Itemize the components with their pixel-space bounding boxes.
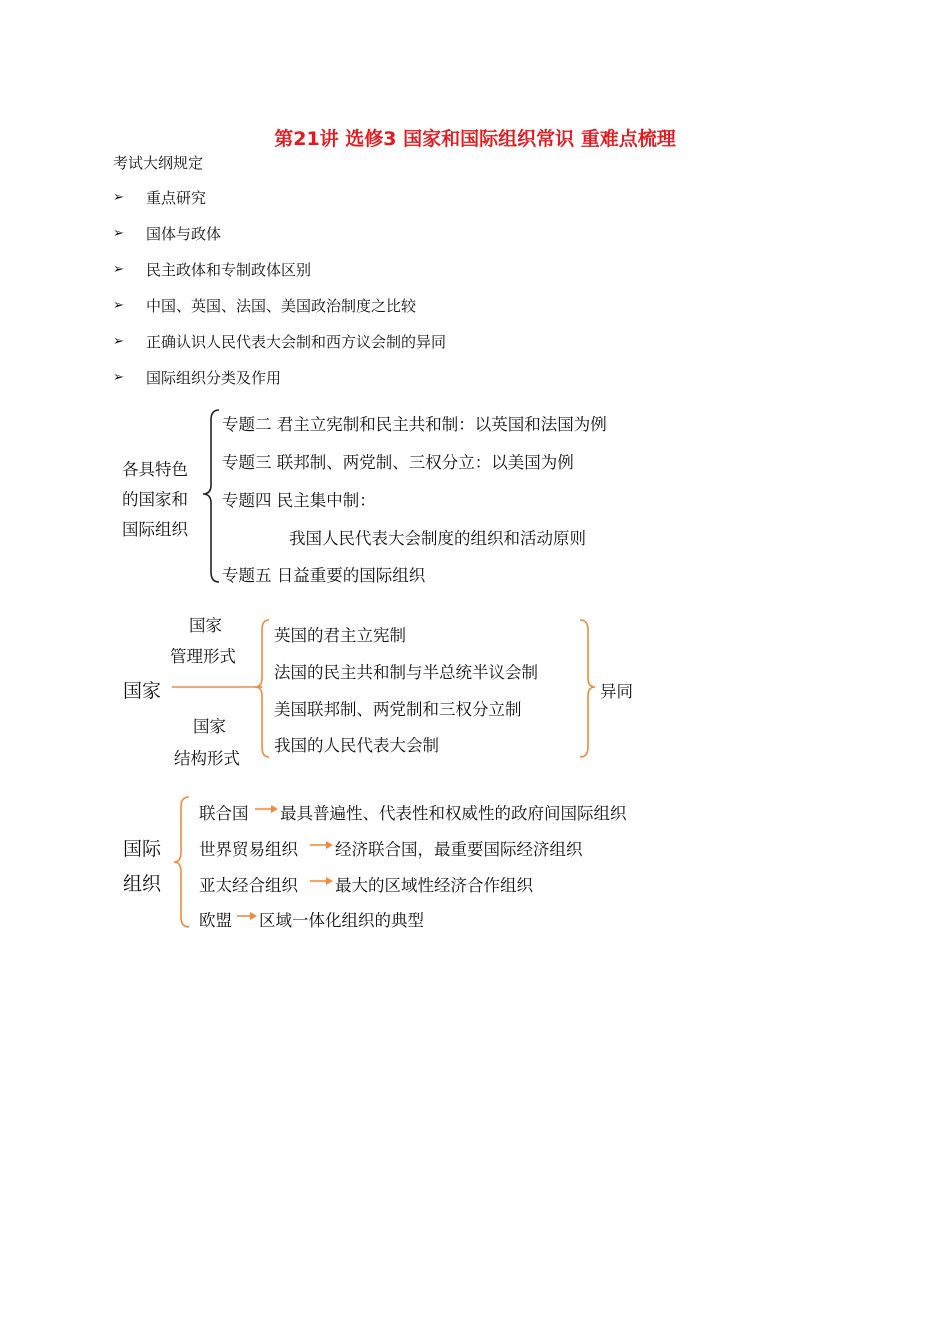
diagram-label-line: 各具特色 [122, 460, 188, 479]
system-item: 英国的君主立宪制 [274, 626, 406, 645]
list-item: ➢ 中国、英国、法国、美国政治制度之比较 [113, 297, 417, 315]
page-title: 第21讲 选修3 国家和国际组织常识 重难点梳理 [274, 128, 676, 150]
branch-label: 管理形式 [170, 647, 236, 666]
topic-item: 我国人民代表大会制度的组织和活动原则 [289, 529, 586, 548]
result-label: 异同 [600, 682, 633, 701]
diagram-label-line: 的国家和 [122, 490, 188, 509]
list-item: ➢ 国际组织分类及作用 [113, 369, 282, 387]
arrow-bullet-icon: ➢ [113, 262, 124, 277]
arrow-right-icon [255, 805, 278, 813]
org-desc: 最具普遍性、代表性和权威性的政府间国际组织 [280, 804, 627, 823]
org-desc: 经济联合国，最重要国际经济组织 [335, 840, 583, 859]
system-item: 美国联邦制、两党制和三权分立制 [274, 700, 522, 719]
org-name: 欧盟 [199, 911, 232, 930]
org-desc: 最大的区域性经济合作组织 [335, 876, 533, 895]
org-name: 联合国 [199, 804, 249, 823]
list-item: ➢ 重点研究 [113, 189, 207, 207]
topic-item: 专题二 君主立宪制和民主共和制：以英国和法国为例 [222, 415, 607, 434]
org-desc: 区域一体化组织的典型 [259, 911, 424, 930]
left-brace-icon [203, 410, 219, 582]
arrow-bullet-icon: ➢ [113, 298, 124, 313]
topic-item: 专题五 日益重要的国际组织 [222, 566, 426, 585]
system-item: 我国的人民代表大会制 [274, 736, 439, 755]
arrow-right-icon [310, 841, 333, 849]
branch-label: 国家 [189, 616, 222, 635]
arrow-bullet-icon: ➢ [113, 334, 124, 349]
branch-label: 结构形式 [174, 749, 240, 768]
topic-item: 专题四 民主集中制： [222, 491, 376, 510]
system-item: 法国的民主共和制与半总统半议会制 [274, 663, 538, 682]
arrow-bullet-icon: ➢ [113, 190, 124, 205]
right-brace-icon [580, 620, 595, 757]
list-item: ➢ 国体与政体 [113, 225, 222, 243]
org-name: 亚太经合组织 [199, 876, 298, 895]
syllabus-heading: 考试大纲规定 [113, 154, 204, 172]
root-node: 国家 [123, 680, 162, 702]
arrow-right-icon [310, 877, 333, 885]
list-item: ➢ 民主政体和专制政体区别 [113, 261, 312, 279]
arrow-bullet-icon: ➢ [113, 370, 124, 385]
arrow-bullet-icon: ➢ [113, 226, 124, 241]
org-name: 世界贸易组织 [199, 840, 298, 859]
arrow-right-icon [237, 912, 257, 920]
branch-label: 国家 [193, 717, 226, 736]
left-brace-icon [255, 620, 269, 757]
diagram-label-line: 组织 [123, 873, 162, 895]
diagram-label-line: 国际组织 [122, 520, 188, 539]
diagram-label-line: 国际 [123, 838, 162, 860]
topic-item: 专题三 联邦制、两党制、三权分立：以美国为例 [222, 453, 574, 472]
left-brace-icon [174, 797, 189, 927]
list-item: ➢ 正确认识人民代表大会制和西方议会制的异同 [113, 333, 447, 351]
